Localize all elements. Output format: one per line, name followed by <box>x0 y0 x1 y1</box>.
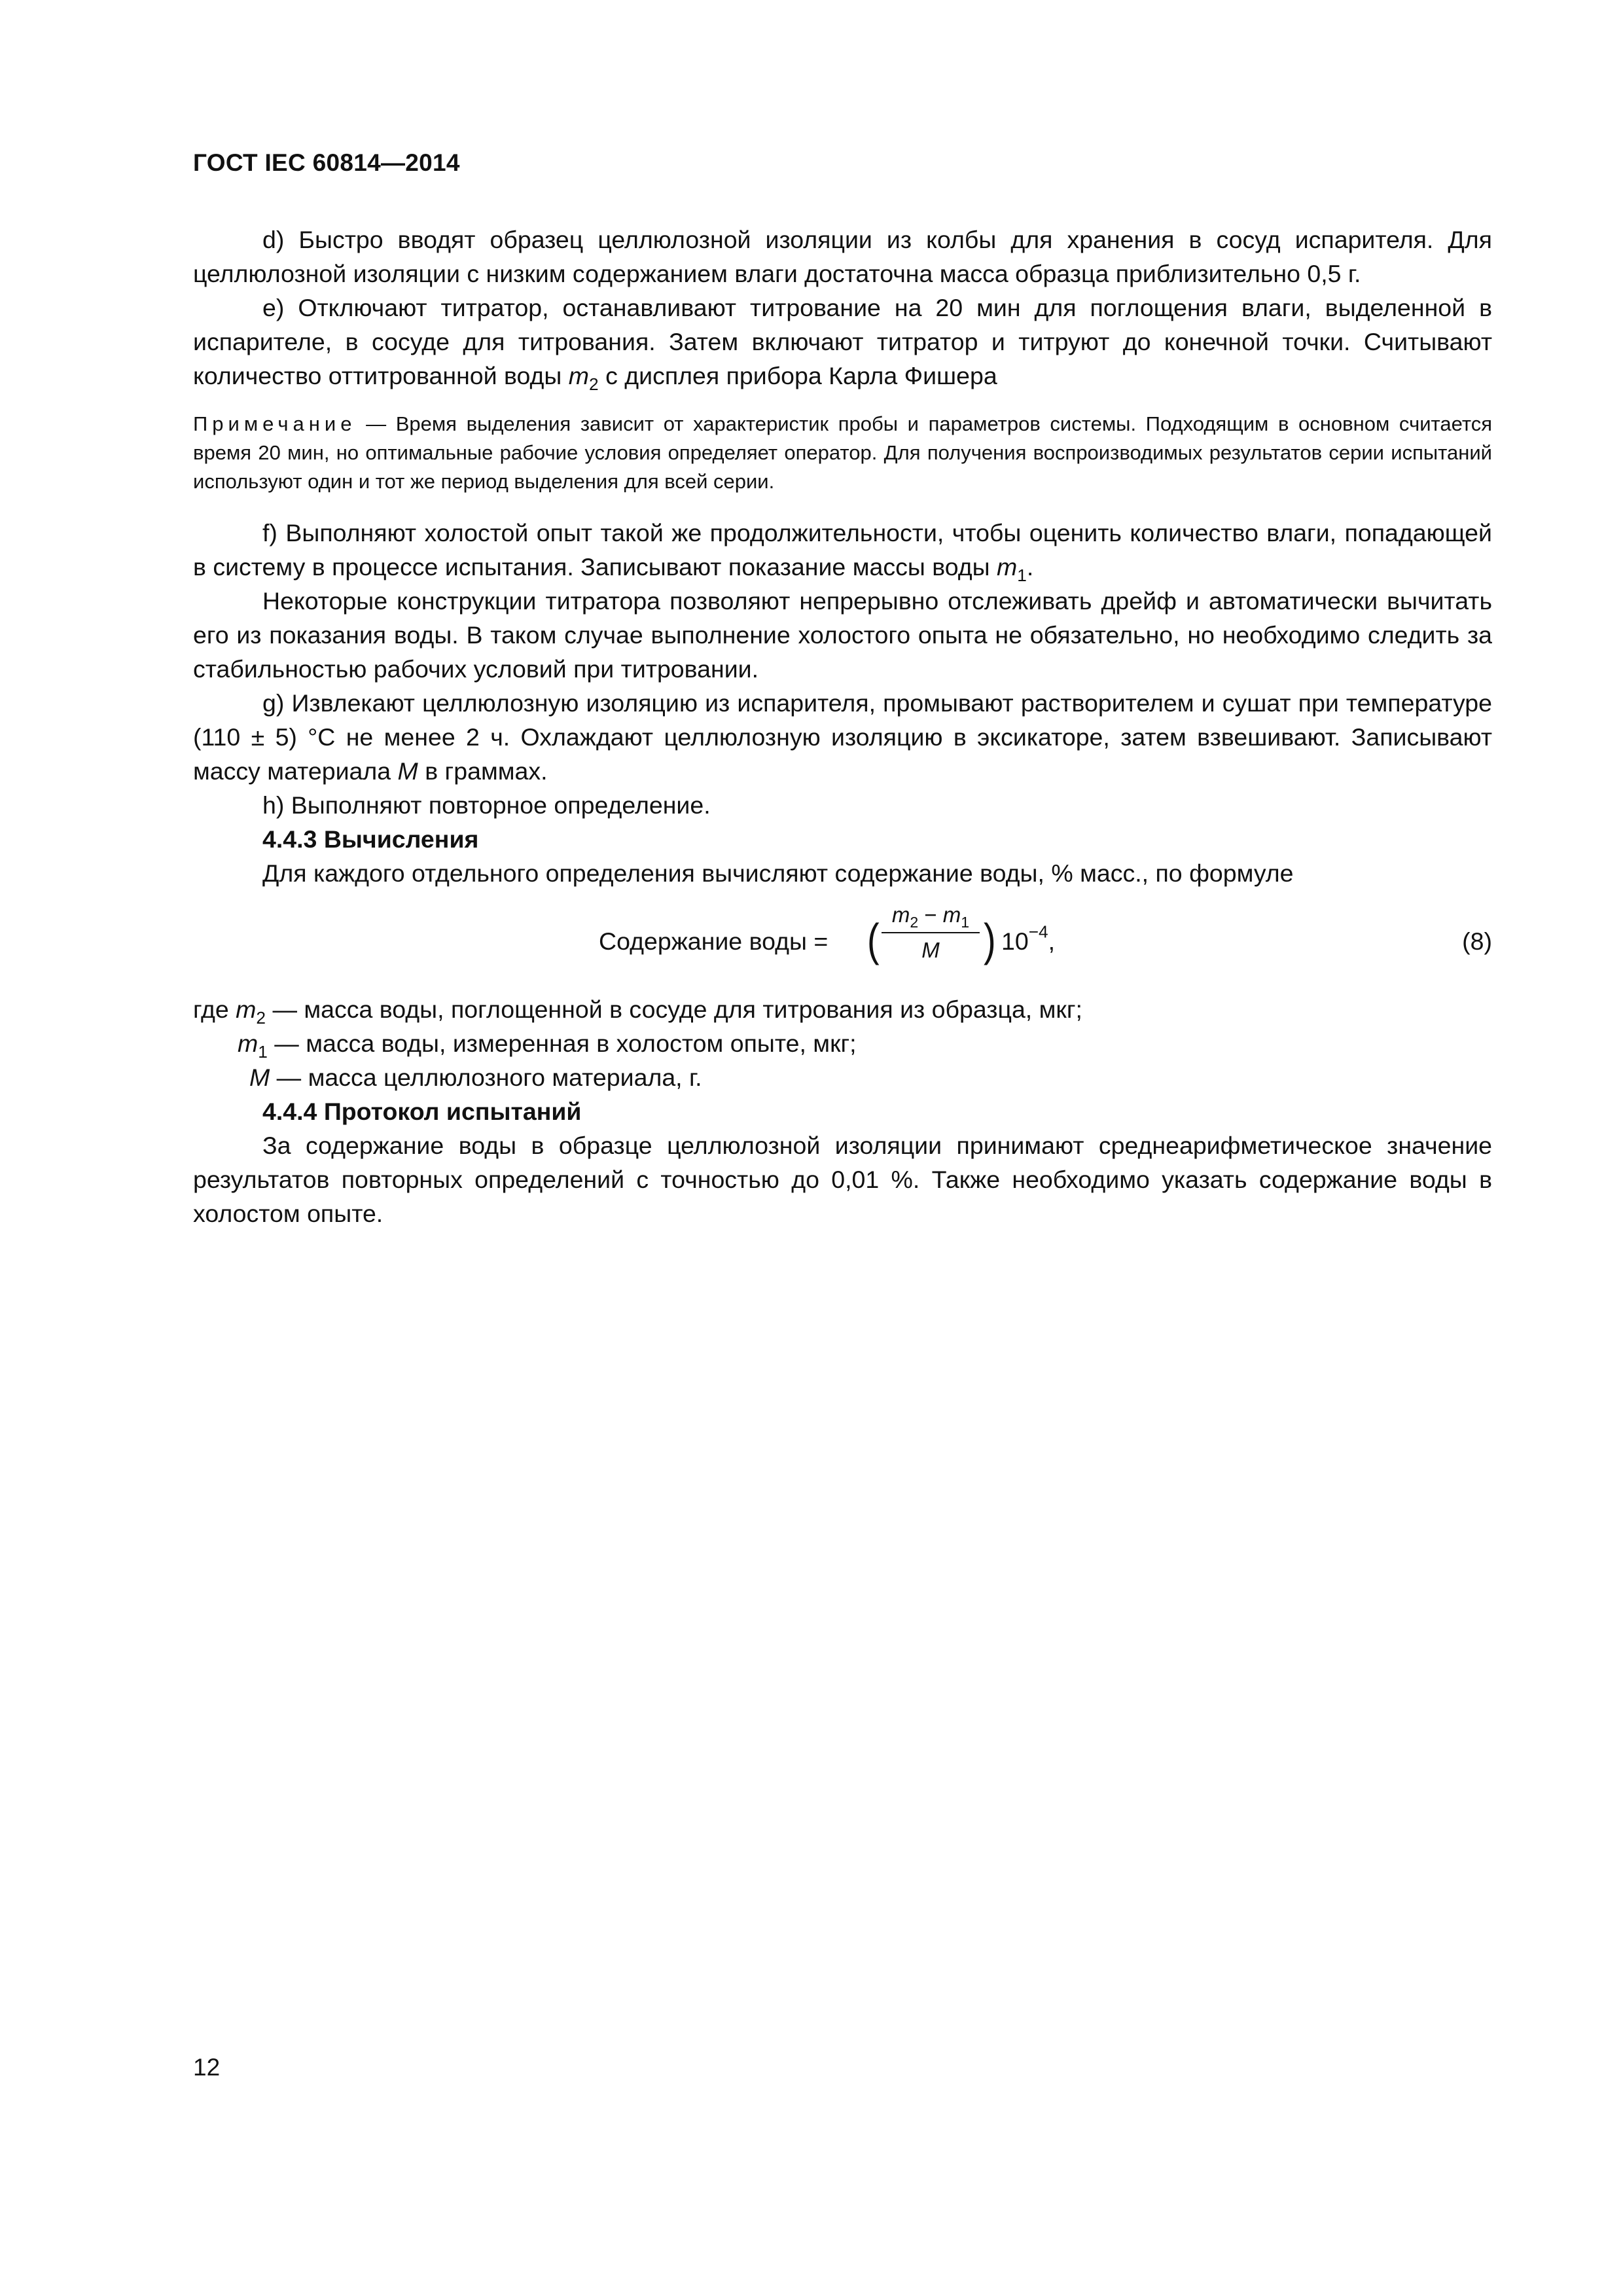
where-prefix: где <box>193 996 229 1023</box>
item-e-var: m <box>568 362 590 389</box>
num-b-var: m <box>942 903 961 927</box>
formula-number: (8) <box>1462 927 1492 955</box>
where-line-3 <box>193 1060 1492 1094</box>
right-paren: ) <box>984 914 996 965</box>
power-base: 10 <box>1001 927 1029 955</box>
item-f-tail: . <box>1026 553 1034 581</box>
calc-intro: Для каждого отдельного определения вычисляют содержание воды, % масс., по формуле <box>262 859 1294 887</box>
where-3-text: — масса целлюлозного материала, г. <box>276 1064 702 1091</box>
drift-paragraph: Некоторые конструкции титратора позволяют непрерывно отслеживать дрейф и автоматически вычитать его из показания воды. В таком случае выполнение холостого опыта не обязательно, но необходимо следить за стабильностью рабочих условий при титровании. <box>193 587 1492 683</box>
num-a-sub: 2 <box>910 914 919 931</box>
where-3-var: M <box>249 1064 270 1091</box>
where-1-text: — масса воды, поглощенной в сосуде для титрования из образца, мкг; <box>272 996 1082 1023</box>
where-list <box>193 992 1492 1094</box>
item-f <box>193 516 1492 584</box>
fraction-denominator: M <box>921 938 940 962</box>
item-g-text: g) Извлекают целлюлозную изоляцию из испарителя, промывают растворителем и сушат при температуре (110 ± 5) °С не менее 2 ч. Охлаждают целлюлозную изоляцию в эксикаторе, затем взвешивают. Записывают массу материала <box>193 689 1492 785</box>
note-text: — Время выделения зависит от характеристик пробы и параметров системы. Подходящим в основном считается время 20 мин, но оптимальные рабочие условия определяет оператор. Для получения воспроизводимых результатов серии испытаний используют один и тот же период выделения для всей серии. <box>193 412 1492 493</box>
note-label: Примечание <box>193 412 357 435</box>
section-4-4-4-heading: 4.4.4 Протокол испытаний <box>262 1098 582 1125</box>
document-body <box>193 223 1492 1230</box>
num-minus: − <box>918 903 943 927</box>
page-number: 12 <box>193 2054 221 2081</box>
where-line-1 <box>193 992 1492 1026</box>
item-e-tail: с дисплея прибора Карла Фишера <box>605 362 997 389</box>
num-a-var: m <box>891 903 910 927</box>
left-paren: ( <box>867 914 880 965</box>
item-e-text: e) Отключают титратор, останавливают титрование на 20 мин для поглощения влаги, выделенной в испарителе, в сосуде для титрования. Затем включают титратор и титруют до конечной точки. Считывают количество оттитрованной воды <box>193 294 1492 389</box>
item-g-tail: в граммах. <box>425 757 548 785</box>
where-2-var: m <box>238 1030 259 1057</box>
where-2-sub: 1 <box>258 1042 268 1062</box>
fraction-numerator <box>882 899 980 931</box>
where-1-sub: 2 <box>256 1008 266 1028</box>
fraction-bar <box>882 932 980 933</box>
item-e-sub: 2 <box>589 374 599 395</box>
item-e <box>193 291 1492 393</box>
formula-8 <box>193 899 1492 986</box>
item-g <box>193 686 1492 788</box>
item-h: h) Выполняют повторное определение. <box>262 791 711 819</box>
formula-power <box>1001 924 1055 958</box>
formula-comma: , <box>1048 927 1056 955</box>
item-g-var: M <box>397 757 418 785</box>
note <box>193 410 1492 496</box>
item-f-text: f) Выполняют холостой опыт такой же продолжительности, чтобы оценить количество влаги, попадающей в систему в процессе испытания. Записывают показание массы воды <box>193 519 1492 581</box>
formula-fraction <box>882 899 980 965</box>
where-line-2 <box>193 1026 1492 1060</box>
protocol-paragraph: За содержание воды в образце целлюлозной изоляции принимают среднеарифметическое значение результатов повторных определений с точностью до 0,01 %. Также необходимо указать содержание воды в холостом опыте. <box>193 1132 1492 1227</box>
power-exp: −4 <box>1028 922 1048 942</box>
where-1-var: m <box>236 996 257 1023</box>
page-header: ГОСТ IEC 60814—2014 <box>193 149 460 176</box>
item-f-var: m <box>997 553 1018 581</box>
item-f-sub: 1 <box>1017 565 1027 586</box>
where-2-text: — масса воды, измеренная в холостом опыте, мкг; <box>274 1030 857 1057</box>
item-d: d) Быстро вводят образец целлюлозной изоляции из колбы для хранения в сосуд испарителя. Для целлюлозной изоляции с низким содержанием влаги достаточна масса образца приблизительно 0,5 г. <box>193 226 1492 287</box>
formula-label: Содержание воды = <box>599 927 829 955</box>
num-b-sub: 1 <box>961 914 970 931</box>
section-4-4-3-heading: 4.4.3 Вычисления <box>262 825 479 853</box>
